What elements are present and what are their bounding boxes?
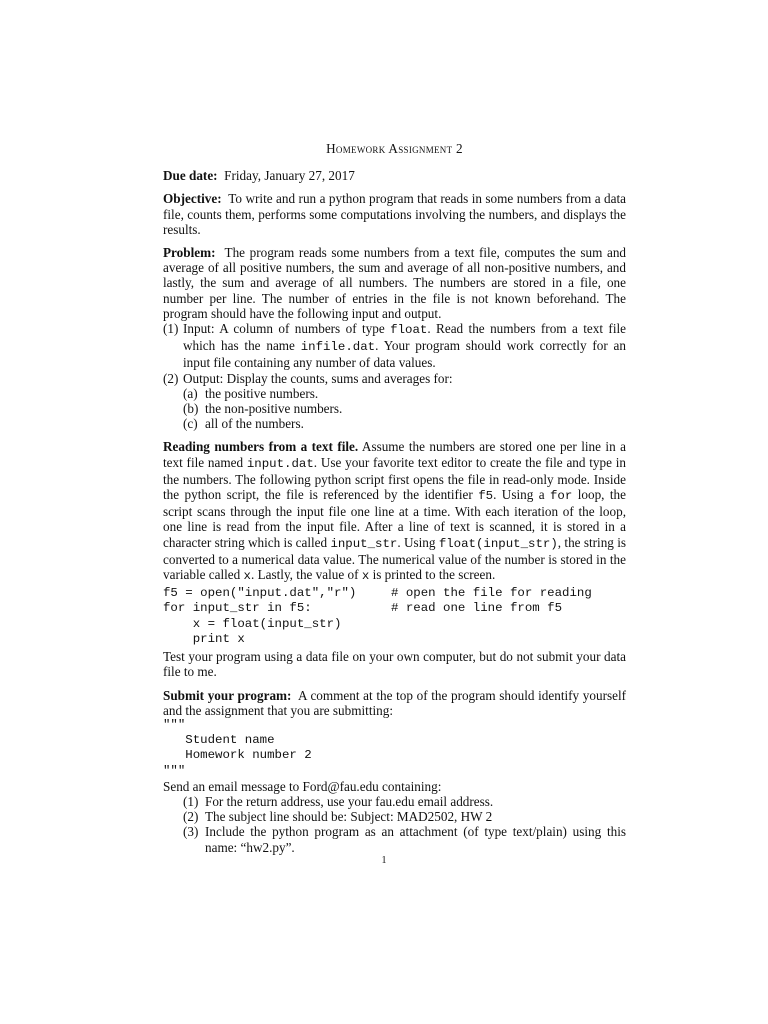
inline-code: float [390, 323, 428, 338]
list-item: (1) Input: A column of numbers of type float. Read the numbers from a text file which has the name infile.dat. Your program should work correctly for an input file containing any number of data values. [163, 321, 626, 371]
test-note: Test your program using a data file on your own computer, but do not submit your data file to me. [163, 649, 626, 680]
inline-code: for [550, 489, 573, 504]
problem-paragraph [163, 245, 626, 321]
submit-section [163, 688, 626, 855]
objective-paragraph [163, 191, 626, 237]
list-item: (2) The subject line should be: Subject: MAD2502, HW 2 [183, 809, 493, 825]
inline-code: float(input_str) [438, 536, 558, 551]
reading-label: Reading numbers from a text file. [163, 439, 359, 455]
list-item-number: (2) [163, 370, 179, 386]
problem-text: The program reads some numbers from a text file, computes the sum and average of all positive numbers, the sum and average of all non-positive numbers, and lastly, the sum and average of all numbers. The numbers are stored in a file, one number per line. The number of entries in the file is not known beforehand. The program should have the following input and output. [163, 245, 627, 321]
list-item: (1) For the return address, use your fau.edu email address. [183, 793, 494, 809]
email-list [163, 794, 626, 855]
code-line: x = float(input_str) [163, 616, 342, 631]
inline-code: infile.dat [300, 340, 376, 355]
output-sublist [183, 386, 626, 432]
due-date-value: Friday, January 27, 2017 [224, 168, 355, 184]
list-item: (2) Output: Display the counts, sums and averages for: (a) the positive numbers. (b) the non-positive numbers. (c) all of the numbers. [163, 371, 626, 432]
inline-code: input.dat [246, 456, 314, 471]
due-date-label: Due date: [163, 168, 218, 184]
code-line: f5 = open("input.dat","r") # open the file for reading [163, 586, 592, 601]
reading-section [163, 439, 626, 679]
inline-code: x [243, 569, 251, 584]
list-item: (c) all of the numbers. [183, 416, 304, 432]
inline-code: f5 [478, 489, 494, 504]
problem-list [163, 321, 626, 431]
list-item-number: (1) [163, 321, 179, 337]
list-item: (a) the positive numbers. [183, 385, 319, 401]
submit-label: Submit your program: [163, 687, 292, 703]
list-item: (3) Include the python program as an attachment (of type text/plain) using this name: “hw2.py”. [183, 824, 626, 855]
reading-paragraph: Reading numbers from a text file. Assume the numbers are stored one per line in a text file named input.dat. Use your favorite text editor to create the file and type in the numbers. The following python script first opens the file in read-only mode. Inside the python script, the file is referenced by the identifier f5. Using a for loop, the script scans through the input file one line at a time. With each iteration of the loop, one line is read from the input file. After a line of text is scanned, it is stored in a character string which is called input_str. Using float(input_str), the string is converted to a numerical data value. The numerical value of the number is stored in the variable called x. Lastly, the value of x is printed to the screen. [163, 439, 626, 584]
document-body [163, 141, 626, 855]
inline-code: input_str [330, 536, 398, 551]
problem-section [163, 245, 626, 431]
email-intro: Send an email message to Ford@fau.edu containing: [163, 778, 442, 794]
header-comment-code: """ Student name Homework number 2 """ [163, 717, 312, 778]
objective-text: To write and run a python program that reads in some numbers from a data file, counts them, performs some computations involving the numbers, and displays the results. [163, 191, 626, 237]
document-title: Homework Assignment 2 [326, 141, 463, 156]
code-line: print x [163, 631, 245, 646]
submit-paragraph: Submit your program: A comment at the top of the program should identify yourself and the assignment that you are submitting: [163, 687, 626, 718]
problem-label: Problem: [163, 245, 216, 261]
code-line: for input_str in f5: # read one line from f5 [163, 601, 563, 616]
objective-label: Objective: [163, 191, 222, 207]
code-block [163, 586, 626, 647]
list-item: (b) the non-positive numbers. [183, 401, 343, 417]
due-date [163, 168, 626, 183]
inline-code: x [361, 569, 370, 584]
page-number: 1 [381, 855, 387, 866]
